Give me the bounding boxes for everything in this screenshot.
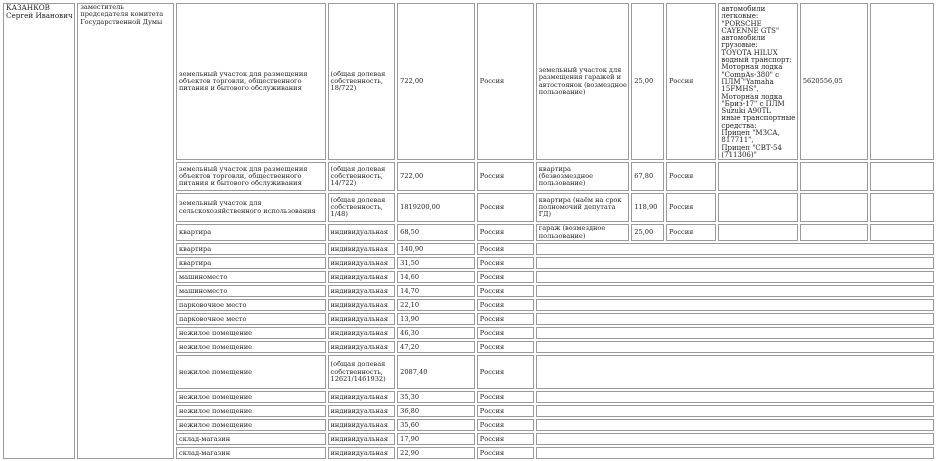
- used-type-cell: квартира (безвозмездное пользование): [536, 162, 630, 191]
- owned-type-cell: нежилое помещение: [176, 341, 326, 353]
- owned-ownership-cell: индивидуальная: [328, 447, 396, 459]
- empty-cell: [800, 162, 868, 191]
- empty-cell: [536, 355, 934, 389]
- empty-cell: [536, 391, 934, 403]
- person-name: КАЗАНКОВ Сергей Иванович: [3, 3, 75, 459]
- owned-area-cell: 47,20: [397, 341, 475, 353]
- owned-country-cell: Россия: [477, 355, 534, 389]
- owned-ownership-cell: индивидуальная: [328, 257, 396, 269]
- owned-type-cell: машиноместо: [176, 271, 326, 283]
- owned-ownership-cell: (общая долевая собственность, 1/48): [328, 193, 396, 222]
- used-area-cell: 118,90: [631, 193, 664, 222]
- owned-area-cell: 36,80: [397, 405, 475, 417]
- income-cell: 5620556,05: [800, 3, 868, 160]
- owned-area-cell: 722,00: [397, 162, 475, 191]
- used-area-cell: 25,00: [631, 3, 664, 160]
- owned-type-cell: склад-магазин: [176, 433, 326, 445]
- owned-country-cell: Россия: [477, 299, 534, 311]
- vehicle-line: Прицеп "СВТ-54 (711306)": [721, 143, 782, 159]
- owned-type-cell: нежилое помещение: [176, 327, 326, 339]
- empty-cell: [800, 224, 868, 241]
- owned-ownership-cell: индивидуальная: [328, 243, 396, 255]
- owned-ownership-cell: индивидуальная: [328, 271, 396, 283]
- owned-ownership-cell: индивидуальная: [328, 313, 396, 325]
- owned-country-cell: Россия: [477, 257, 534, 269]
- empty-cell: [870, 3, 934, 160]
- owned-ownership-cell: индивидуальная: [328, 391, 396, 403]
- used-country-cell: Россия: [666, 162, 716, 191]
- empty-cell: [870, 224, 934, 241]
- owned-country-cell: Россия: [477, 341, 534, 353]
- owned-area-cell: 46,30: [397, 327, 475, 339]
- owned-area-cell: 35,30: [397, 391, 475, 403]
- used-country-cell: Россия: [666, 193, 716, 222]
- owned-country-cell: Россия: [477, 271, 534, 283]
- owned-ownership-cell: индивидуальная: [328, 419, 396, 431]
- empty-cell: [718, 162, 797, 191]
- owned-type-cell: земельный участок для сельскохозяйственного использования: [176, 193, 326, 222]
- owned-area-cell: 35,60: [397, 419, 475, 431]
- owned-area-cell: 68,50: [397, 224, 475, 241]
- owned-country-cell: Россия: [477, 285, 534, 297]
- empty-cell: [536, 299, 934, 311]
- vehicle-line: Моторная лодка "CompAs-380" с ПЛМ "Yamaha 15FMHS",: [721, 63, 783, 94]
- owned-area-cell: 22,90: [397, 447, 475, 459]
- empty-cell: [536, 257, 934, 269]
- owned-type-cell: нежилое помещение: [176, 419, 326, 431]
- owned-country-cell: Россия: [477, 419, 534, 431]
- used-type-cell: квартира (наём на срок полномочий депутата ГД): [536, 193, 630, 222]
- table-row: [3, 3, 934, 160]
- owned-country-cell: Россия: [477, 162, 534, 191]
- vehicle-line: водный транспорт:: [721, 56, 792, 65]
- owned-country-cell: Россия: [477, 447, 534, 459]
- owned-area-cell: 22,10: [397, 299, 475, 311]
- owned-type-cell: квартира: [176, 243, 326, 255]
- owned-ownership-cell: (общая долевая собственность, 12621/1461932): [328, 355, 396, 389]
- owned-country-cell: Россия: [477, 243, 534, 255]
- owned-ownership-cell: индивидуальная: [328, 299, 396, 311]
- empty-cell: [536, 313, 934, 325]
- owned-ownership-cell: индивидуальная: [328, 224, 396, 241]
- owned-country-cell: Россия: [477, 224, 534, 241]
- owned-area-cell: 14,60: [397, 271, 475, 283]
- owned-area-cell: 31,50: [397, 257, 475, 269]
- owned-area-cell: 2087,40: [397, 355, 475, 389]
- owned-type-cell: парковочное место: [176, 313, 326, 325]
- empty-cell: [536, 419, 934, 431]
- owned-ownership-cell: индивидуальная: [328, 327, 396, 339]
- used-area-cell: 25,00: [631, 224, 664, 241]
- empty-cell: [536, 271, 934, 283]
- owned-country-cell: Россия: [477, 391, 534, 403]
- vehicle-line: автомобили легковые:: [721, 5, 766, 21]
- vehicle-line: Моторная лодка "Бриз-17" с ПЛМ Suzuki A90TL: [721, 92, 785, 116]
- vehicle-line: автомобили грузовые:: [721, 34, 766, 50]
- empty-cell: [800, 193, 868, 222]
- used-country-cell: Россия: [666, 3, 716, 160]
- owned-area-cell: 14,70: [397, 285, 475, 297]
- vehicle-line: "PORSCHE CAYENNE GTS": [721, 19, 780, 35]
- vehicle-line: Прицеп "МЗСА, 817711",: [721, 129, 780, 145]
- owned-country-cell: Россия: [477, 3, 534, 160]
- vehicle-line: TOYOTA HILUX: [721, 48, 778, 57]
- declaration-table: [1, 1, 936, 461]
- owned-country-cell: Россия: [477, 313, 534, 325]
- owned-type-cell: склад-магазин: [176, 447, 326, 459]
- owned-ownership-cell: индивидуальная: [328, 341, 396, 353]
- owned-area-cell: 1819200,00: [397, 193, 475, 222]
- empty-cell: [536, 243, 934, 255]
- owned-type-cell: земельный участок для размещения объектов торговли, общественного питания и бытового обслуживания: [176, 162, 326, 191]
- owned-type-cell: нежилое помещение: [176, 391, 326, 403]
- empty-cell: [536, 341, 934, 353]
- used-country-cell: Россия: [666, 224, 716, 241]
- person-position: заместитель председателя комитета Государственной Думы: [77, 3, 174, 459]
- owned-ownership-cell: индивидуальная: [328, 405, 396, 417]
- empty-cell: [536, 433, 934, 445]
- owned-country-cell: Россия: [477, 433, 534, 445]
- owned-country-cell: Россия: [477, 327, 534, 339]
- used-type-cell: гараж (возмездное пользование): [536, 224, 630, 241]
- owned-area-cell: 140,90: [397, 243, 475, 255]
- vehicles-cell: [718, 3, 797, 160]
- owned-type-cell: нежилое помещение: [176, 355, 326, 389]
- empty-cell: [536, 447, 934, 459]
- empty-cell: [718, 224, 797, 241]
- empty-cell: [870, 162, 934, 191]
- owned-type-cell: парковочное место: [176, 299, 326, 311]
- owned-type-cell: земельный участок для размещения объектов торговли, общественного питания и бытового обслуживания: [176, 3, 326, 160]
- used-area-cell: 67,80: [631, 162, 664, 191]
- owned-ownership-cell: индивидуальная: [328, 433, 396, 445]
- empty-cell: [536, 405, 934, 417]
- owned-ownership-cell: индивидуальная: [328, 285, 396, 297]
- used-type-cell: земельный участок для размещения гаражей и автостоянок (возмездное пользование): [536, 3, 630, 160]
- owned-country-cell: Россия: [477, 193, 534, 222]
- owned-area-cell: 17,90: [397, 433, 475, 445]
- owned-ownership-cell: (общая долевая собственность, 18/722): [328, 3, 396, 160]
- owned-type-cell: квартира: [176, 224, 326, 241]
- owned-type-cell: нежилое помещение: [176, 405, 326, 417]
- owned-type-cell: квартира: [176, 257, 326, 269]
- empty-cell: [870, 193, 934, 222]
- owned-ownership-cell: (общая долевая собственность, 14/722): [328, 162, 396, 191]
- owned-area-cell: 13,90: [397, 313, 475, 325]
- empty-cell: [718, 193, 797, 222]
- empty-cell: [536, 285, 934, 297]
- empty-cell: [536, 327, 934, 339]
- owned-type-cell: машиноместо: [176, 285, 326, 297]
- owned-area-cell: 722,00: [397, 3, 475, 160]
- vehicle-line: иные транспортные средства:: [721, 114, 796, 130]
- owned-country-cell: Россия: [477, 405, 534, 417]
